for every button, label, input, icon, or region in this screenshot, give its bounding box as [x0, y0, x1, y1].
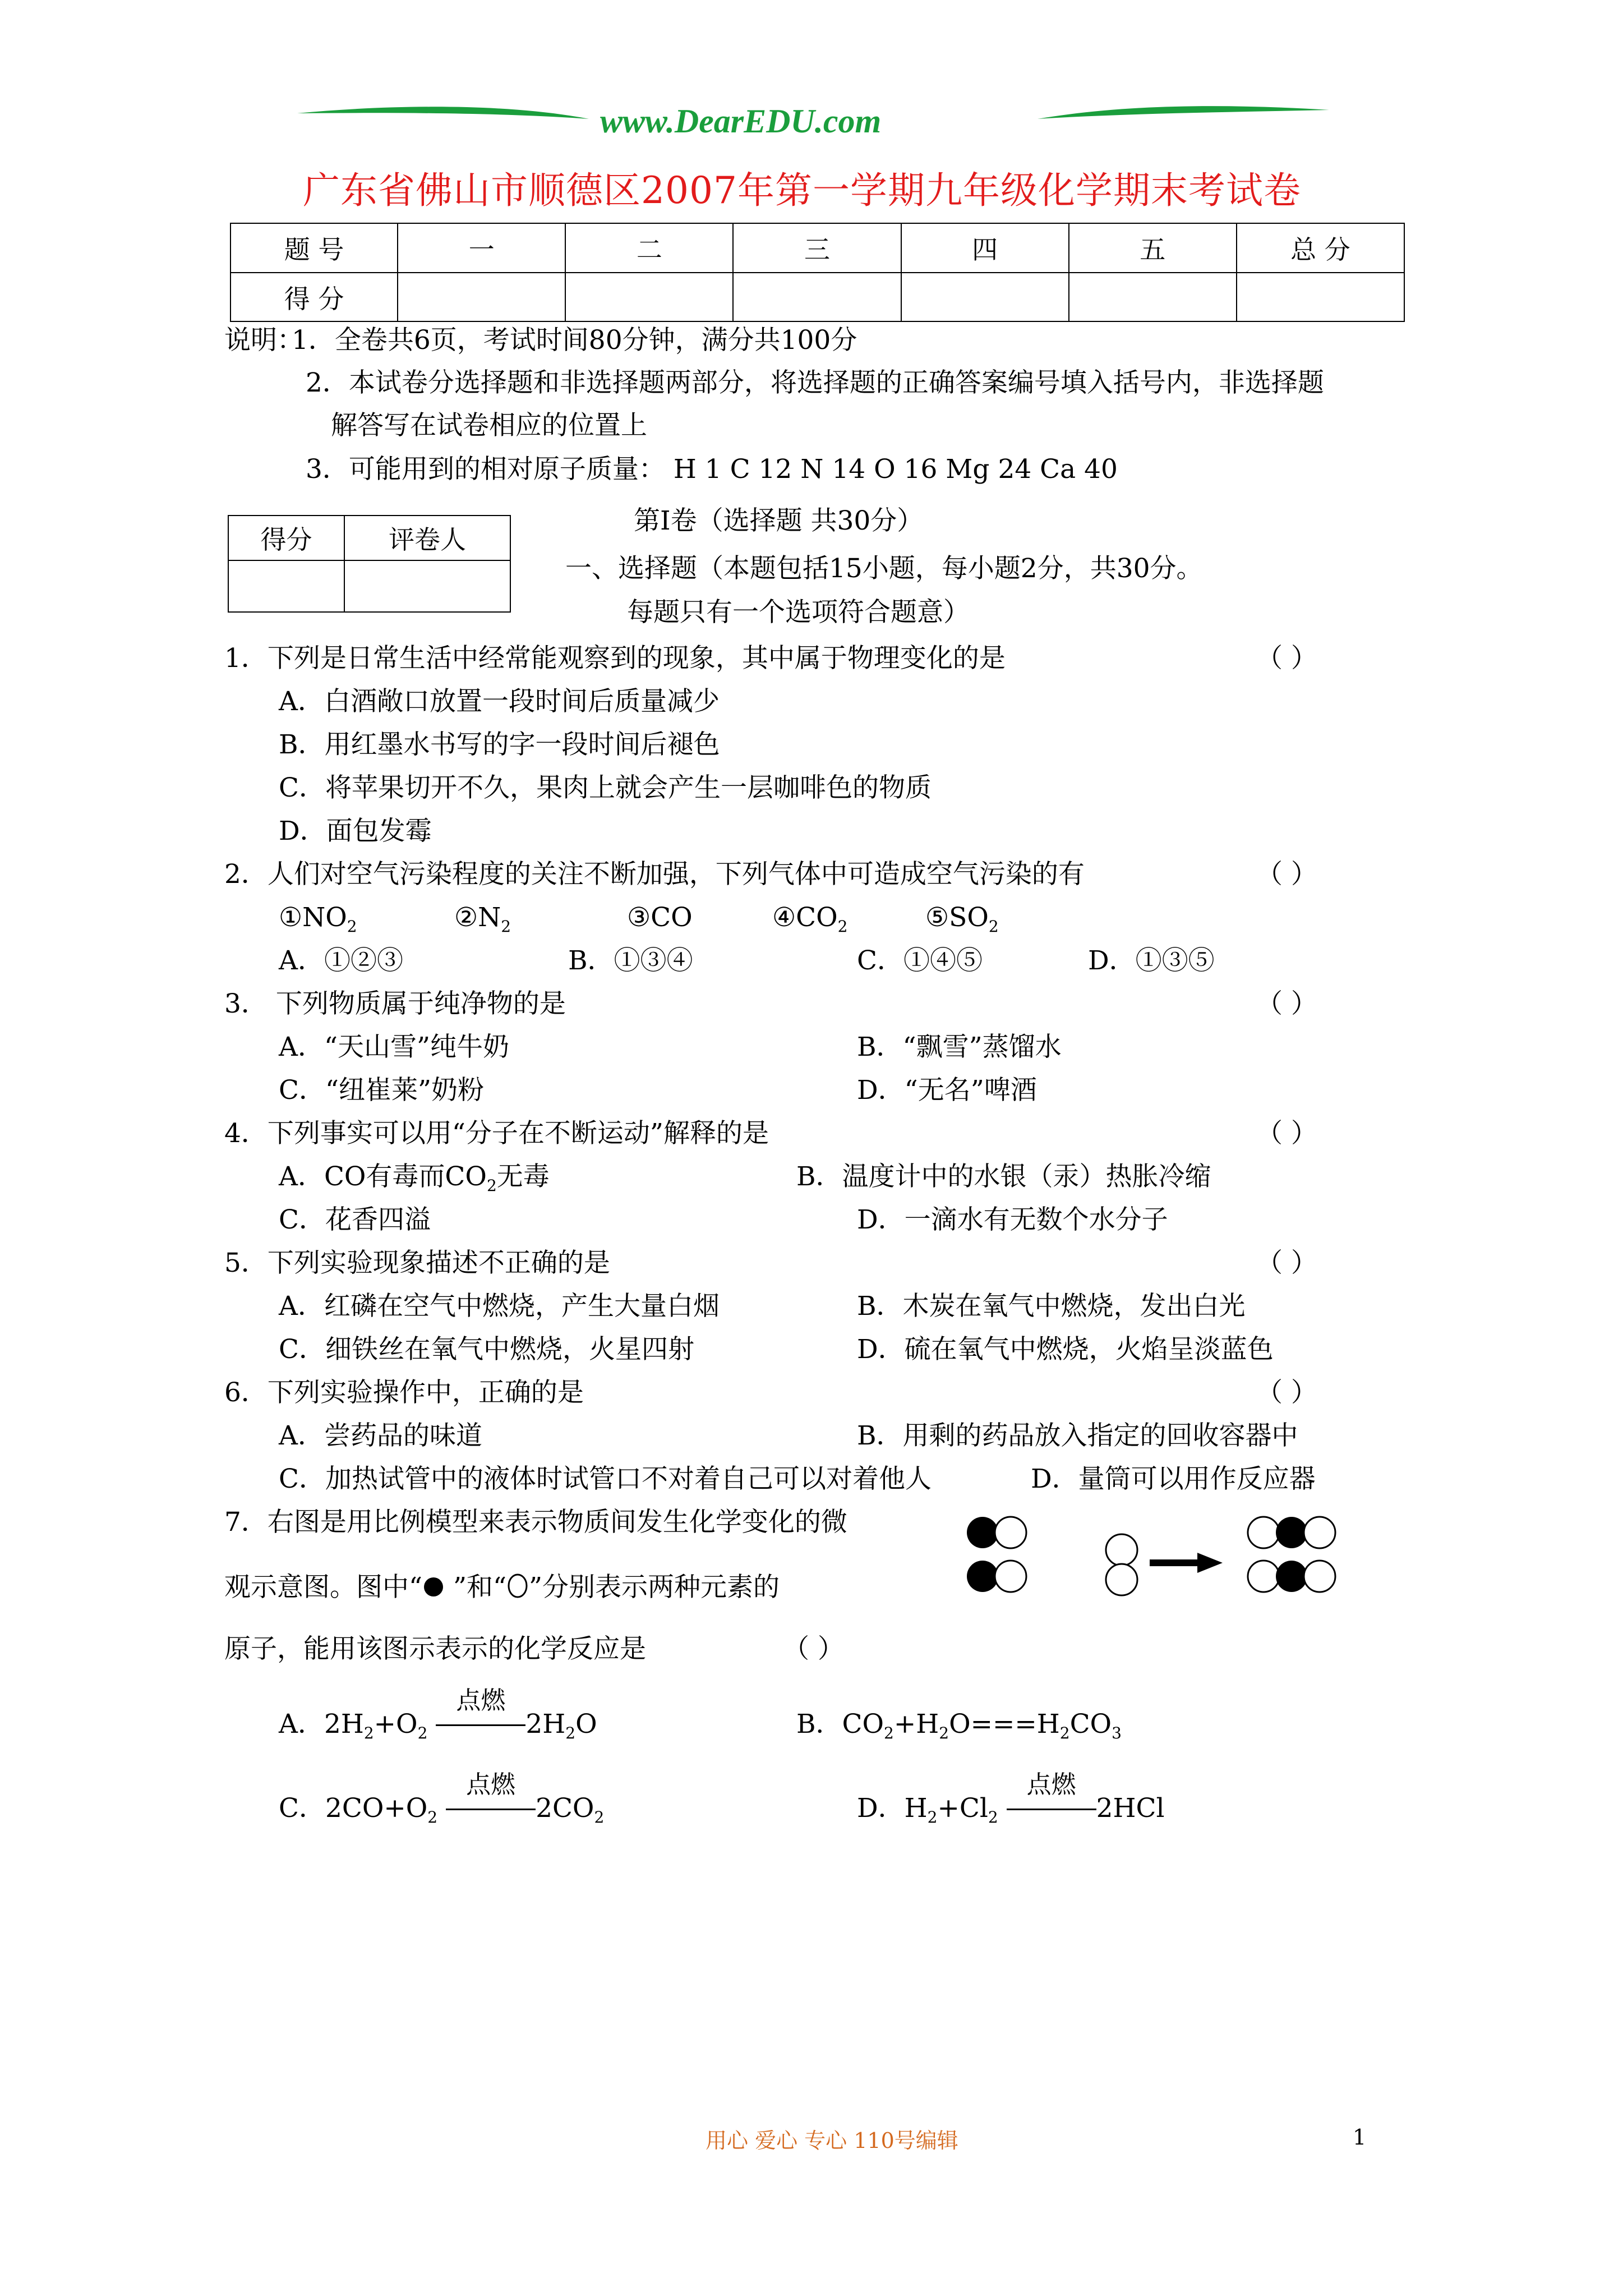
option: C．细铁丝在氧气中燃烧，火星四射 — [279, 1334, 694, 1365]
option: A．白酒敞口放置一段时间后质量减少 — [279, 686, 720, 717]
score-cell[interactable] — [901, 273, 1069, 321]
reaction-condition: 点燃 — [436, 1711, 525, 1737]
option: C．加热试管中的液体时试管口不对着自己可以对着他人 — [279, 1464, 932, 1494]
option: B．用红墨水书写的字一段时间后褪色 — [279, 729, 720, 760]
answer-paren[interactable]: （ ） — [1256, 1377, 1317, 1408]
grader-score-label: 得分 — [228, 516, 344, 560]
option: C．$2CO+O_2$ 点燃 $2CO_2$ — [279, 1770, 605, 1826]
option: D．$H_2+Cl_2$ 点燃 2HCl — [857, 1770, 1165, 1826]
score-header-cell: 二 — [565, 223, 733, 273]
score-header-cell: 五 — [1069, 223, 1237, 273]
score-table — [230, 223, 1405, 322]
page-number: 1 — [1353, 2125, 1367, 2150]
score-cell[interactable] — [733, 273, 901, 321]
grader-name-label: 评卷人 — [344, 516, 510, 560]
answer-paren[interactable]: （ ） — [1256, 1118, 1317, 1149]
answer-paren[interactable]: （ ） — [783, 1634, 844, 1664]
option: D．量筒可以用作反应器 — [1031, 1464, 1316, 1494]
section-title: 第Ⅰ卷（选择题 共30分） — [634, 505, 924, 536]
note-item: 解答写在试卷相应的位置上 — [331, 410, 647, 441]
gas-item: $④CO_2$ — [772, 902, 848, 936]
option: C．将苹果切开不久，果肉上就会产生一层咖啡色的物质 — [279, 772, 932, 803]
answer-paren[interactable]: （ ） — [1256, 988, 1317, 1019]
option: C．“纽崔莱”奶粉 — [279, 1075, 485, 1106]
note-item: 2．本试卷分选择题和非选择题两部分，将选择题的正确答案编号填入括号内，非选择题 — [306, 367, 1324, 398]
score-header-cell: 一 — [398, 223, 565, 273]
site-url: www.DearEDU.com — [600, 103, 882, 140]
option: A．$2H_2+O_2$ 点燃 $2H_2O$ — [279, 1686, 597, 1742]
option: B．“飘雪”蒸馏水 — [857, 1032, 1062, 1062]
reaction-condition: 点燃 — [446, 1795, 536, 1821]
option: A．尝药品的味道 — [279, 1420, 482, 1451]
footer-text: 用心 爱心 专心 110号编辑 — [706, 2128, 958, 2153]
option: D．一滴水有无数个水分子 — [857, 1204, 1168, 1235]
white-atom-icon — [506, 1572, 529, 1599]
option: B．温度计中的水银（汞）热胀冷缩 — [796, 1161, 1211, 1192]
grader-name-cell[interactable] — [344, 560, 510, 612]
reactant-molecules — [967, 1517, 1137, 1595]
option: A．CO有毒而$CO_2$无毒 — [279, 1161, 550, 1195]
option: C．①④⑤ — [857, 945, 983, 976]
score-header-cell: 题 号 — [230, 223, 398, 273]
reaction-condition: 点燃 — [1007, 1795, 1096, 1821]
grader-score-cell[interactable] — [228, 560, 344, 612]
option: B．木炭在氧气中燃烧，发出白光 — [857, 1291, 1246, 1322]
gas-item: $②N_2$ — [454, 902, 511, 936]
score-row-label: 得 分 — [230, 273, 398, 321]
option: D．①③⑤ — [1088, 945, 1215, 976]
question-stem: 2．人们对空气污染程度的关注不断加强，下列气体中可造成空气污染的有 — [224, 859, 1085, 890]
question-stem: 4．下列事实可以用“分子在不断运动”解释的是 — [224, 1118, 769, 1149]
option: A．红磷在空气中燃烧，产生大量白烟 — [279, 1291, 720, 1322]
option: B．$CO_2+H_2O===H_2CO_3$ — [796, 1709, 1122, 1742]
question-stem: 3． 下列物质属于纯净物的是 — [224, 988, 566, 1019]
question-stem: 6．下列实验操作中，正确的是 — [224, 1377, 584, 1408]
score-header-cell: 四 — [901, 223, 1069, 273]
section-instruction: 每题只有一个选项符合题意） — [627, 597, 970, 628]
reaction-diagram — [959, 1509, 1340, 1604]
score-cell[interactable] — [565, 273, 733, 321]
page-title: 广东省佛山市顺德区2007年第一学期九年级化学期末考试卷 — [303, 169, 1301, 212]
option: B．①③④ — [568, 945, 693, 976]
black-atom-icon — [422, 1576, 445, 1598]
section-instruction: 一、选择题（本题包括15小题，每小题2分，共30分。 — [565, 553, 1203, 584]
answer-paren[interactable]: （ ） — [1256, 1248, 1317, 1278]
score-cell[interactable] — [1069, 273, 1237, 321]
option: A．“天山雪”纯牛奶 — [279, 1032, 509, 1062]
question-stem: 7．右图是用比例模型来表示物质间发生化学变化的微 — [224, 1507, 847, 1538]
option: D．硫在氧气中燃烧，火焰呈淡蓝色 — [857, 1334, 1274, 1365]
score-cell[interactable] — [1237, 273, 1404, 321]
score-header-cell: 总 分 — [1237, 223, 1404, 273]
answer-paren[interactable]: （ ） — [1256, 643, 1317, 674]
question-stem: 原子，能用该图示表示的化学反应是 — [224, 1634, 646, 1664]
score-cell[interactable] — [398, 273, 565, 321]
question-stem: 1．下列是日常生活中经常能观察到的现象，其中属于物理变化的是 — [224, 643, 1006, 674]
grader-box — [228, 515, 511, 613]
option: D．面包发霉 — [279, 816, 432, 846]
option: A．①②③ — [279, 945, 403, 976]
answer-paren[interactable]: （ ） — [1256, 859, 1317, 890]
reaction-arrow-icon — [1150, 1553, 1223, 1573]
gas-item: $①NO_2$ — [279, 902, 357, 936]
option: C．花香四溢 — [279, 1204, 431, 1235]
option: D．“无名”啤酒 — [857, 1075, 1037, 1106]
option: B．用剩的药品放入指定的回收容器中 — [857, 1420, 1298, 1451]
note-item: 1．全卷共6页，考试时间80分钟，满分共100分 — [292, 325, 857, 356]
product-molecules — [1248, 1517, 1335, 1592]
gas-item: $⑤SO_2$ — [925, 902, 999, 936]
question-stem: 5．下列实验现象描述不正确的是 — [224, 1248, 610, 1278]
question-stem: 观示意图。图中“ ”和“ ”分别表示两种元素的 — [224, 1572, 780, 1603]
score-header-cell: 三 — [733, 223, 901, 273]
notes-prefix: 说明： — [224, 325, 303, 356]
gas-item: ③CO — [627, 902, 693, 933]
note-item: 3．可能用到的相对原子质量： H 1 C 12 N 14 O 16 Mg 24 Ca 40 — [306, 454, 1118, 485]
